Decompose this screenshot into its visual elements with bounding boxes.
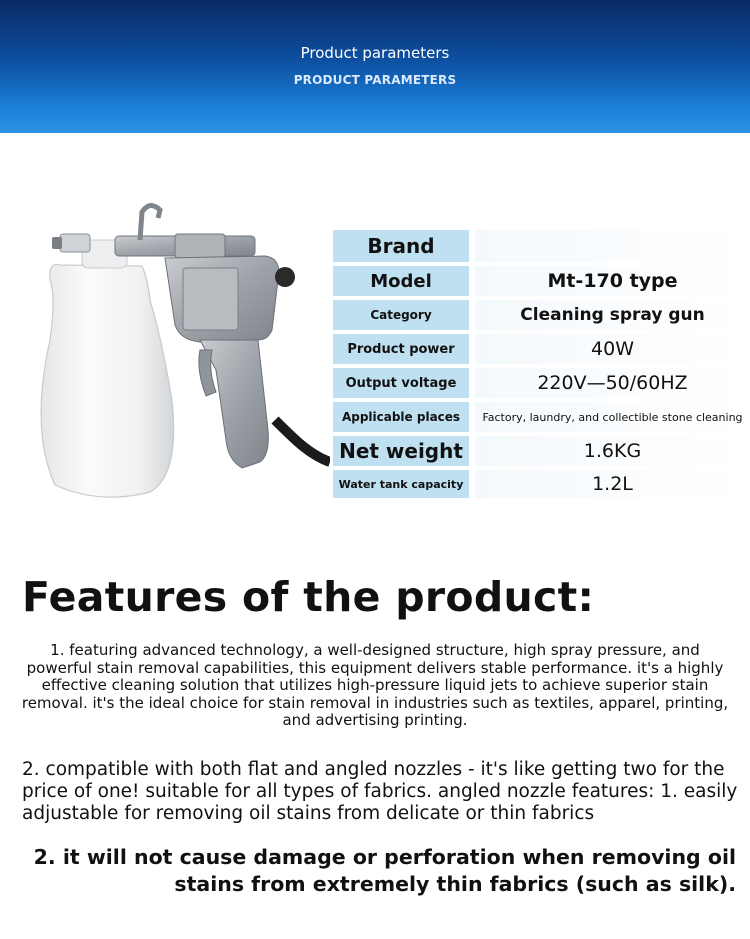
spec-value: 220V—50/60HZ [475,368,750,398]
spec-label: Water tank capacity [333,470,469,498]
spec-value: Cleaning spray gun [475,300,750,330]
spec-label: Net weight [333,436,469,466]
spec-label: Category [333,300,469,330]
spec-label: Brand [333,230,469,262]
features-title: Features of the product: [22,573,595,621]
spec-value: 40W [475,334,750,364]
banner-subtitle: PRODUCT PARAMETERS [293,73,457,87]
spec-row-weight [333,436,750,466]
spec-label: Applicable places [333,402,469,432]
spec-row-capacity [333,470,750,498]
spec-value: Factory, laundry, and collectible stone cleaning [475,402,750,432]
spray-gun-image [20,200,330,500]
spec-value: 1.6KG [475,436,750,466]
spec-value: 1.2L [475,470,750,498]
spec-label: Output voltage [333,368,469,398]
spec-row-model [333,266,750,296]
spec-row-voltage [333,368,750,398]
spec-value [475,230,750,262]
spec-label: Product power [333,334,469,364]
banner-title: Product parameters [300,44,450,62]
feature-paragraph-2: 2. compatible with both flat and angled nozzles - it's like getting two for the price of one! suitable for all types of fabrics. angled nozzle features: 1. easily adjustable for removing oil stains from delicate or thin fabrics [22,759,738,824]
spec-label: Model [333,266,469,296]
spray-gun-icon [20,200,330,500]
spec-row-power [333,334,750,364]
spec-row-brand [333,230,750,262]
spec-row-category [333,300,750,330]
spec-value: Mt-170 type [475,266,750,296]
feature-paragraph-1: 1. featuring advanced technology, a well-designed structure, high spray pressure, and powerful stain removal capabilities, this equipment delivers stable performance. it's a highly effective cleaning solution that utilizes high-pressure liquid jets to achieve superior stain removal. it's the ideal choice for stain removal in industries such as textiles, apparel, printing, and advertising printing. [21,641,729,729]
feature-paragraph-3: 2. it will not cause damage or perforation when removing oil stains from extremely thin fabrics (such as silk). [33,845,736,896]
header-banner [0,0,750,133]
spec-row-places [333,402,750,432]
